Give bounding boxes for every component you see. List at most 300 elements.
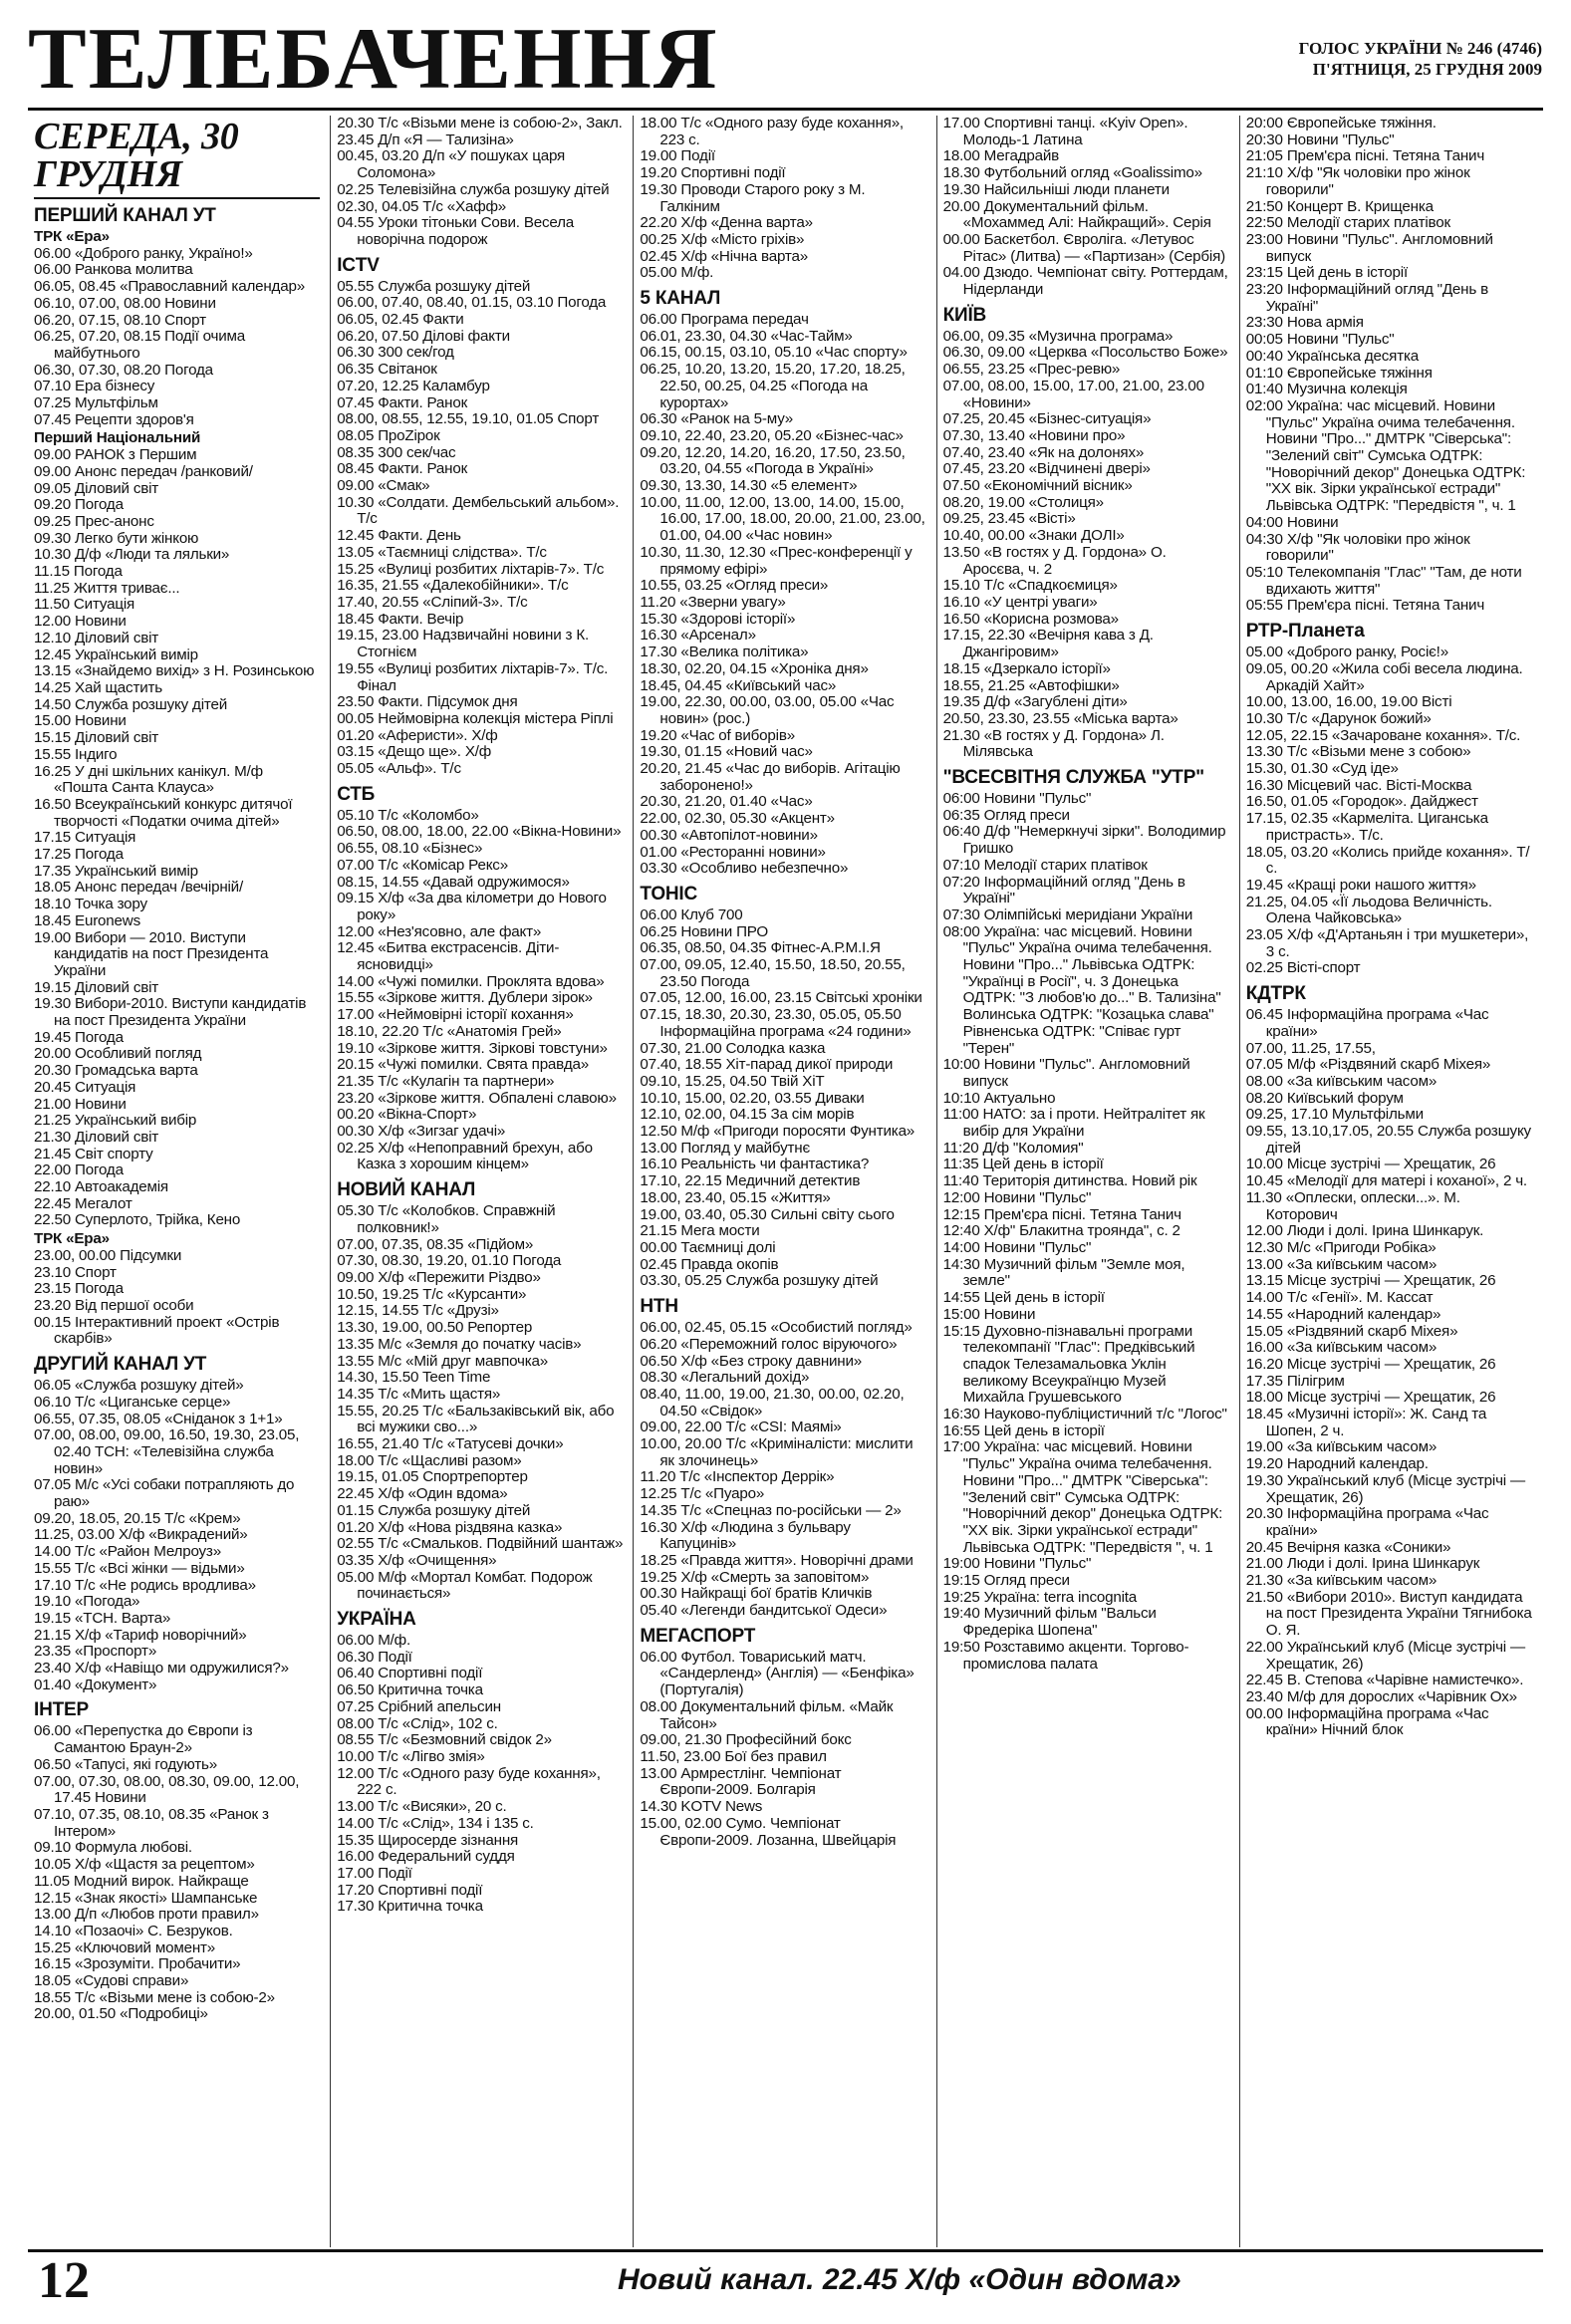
program-entry: 13.15 «Знайдемо вихід» з Н. Розинською [34,662,315,680]
program-entry: 06:40 Д/ф "Немеркнучі зірки". Володимир Гришко [942,823,1230,858]
program-entry: 14:00 Новини "Пульс" [942,1239,1092,1256]
program-entry: 22.10 Автоакадемія [34,1178,168,1196]
program-entry: 14.55 «Народний календар» [1245,1305,1441,1323]
program-entry: 05:10 Телекомпанія "Глас" "Там, де ноти вдихають життя" [1245,563,1526,598]
program-entry: 07.00, 09.05, 12.40, 15.50, 18.50, 20.55, 23.50 Погода [640,956,910,990]
program-entry: 19.30 Найсильніші люди планети [942,180,1170,198]
program-entry: 06.20 «Переможний голос віруючого» [640,1335,898,1353]
program-entry: 10:00 Новини "Пульс". Англомовний випуск [942,1056,1194,1090]
program-entry: 17.20 Спортивні події [337,1881,483,1899]
program-entry: 04.00 Дзюдо. Чемпіонат світу. Роттердам, Нідерланди [942,264,1232,299]
program-entry: 17.30 «Велика політика» [640,644,809,661]
program-entry: 18.45 Факти. Вечір [337,610,464,628]
paper-date: П'ЯТНИЦЯ, 25 ГРУДНЯ 2009 [1312,60,1542,79]
program-entry: 12.25 Т/с «Пуаро» [640,1485,765,1503]
program-entry: 06.30, 09.00 «Церква «Посольство Боже» [942,344,1228,362]
program-entry: 17.00 Спортивні танці. «Kyiv Open». Молодь-1 Латина [942,116,1192,148]
program-entry: 22.45 Х/ф «Один вдома» [337,1485,508,1503]
program-entry: 01.20 «Аферисти». Х/ф [337,726,498,744]
program-entry: 14.50 Служба розшуку дітей [34,695,228,713]
program-entry: 09.10, 22.40, 23.20, 05.20 «Бізнес-час» [640,426,904,444]
program-entry: 15.15 Діловий світ [34,729,159,747]
program-entry: 06.01, 23.30, 04.30 «Час-Тайм» [640,327,853,345]
program-entry: 19.30 Вибори-2010. Виступи кандидатів на пост Президента України [34,995,311,1030]
program-entry: 06.10, 07.00, 08.00 Новини [34,294,216,312]
program-entry: 12.10, 02.00, 04.15 За сім морів [640,1106,855,1124]
program-entry: 11:20 Д/ф "Коломия" [942,1139,1084,1157]
program-entry: 18.25 «Правда життя». Новорічні драми [640,1551,914,1569]
program-entry: 19.30, 01.15 «Новий час» [640,743,813,761]
program-entry: 18.45 «Музичні історії»: Ж. Санд та Шопен, 2 ч. [1245,1406,1491,1439]
program-entry: 07.45, 23.20 «Відчинені двері» [942,460,1151,478]
masthead [28,11,1542,108]
program-entry: 07.40, 18.55 Хіт-парад дикої природи [640,1056,894,1074]
program-entry: 03.30 «Особливо небезпечно» [640,860,849,878]
program-entry: 17.10 Т/с «Не родись вродлива» [34,1576,256,1594]
program-entry: 23.20 Від першої особи [34,1297,194,1314]
program-entry: 20.45 Ситуація [34,1078,136,1096]
program-entry: 19:40 Музичний фільм "Вальси Фредеріка Шопена" [942,1605,1161,1640]
program-entry: 07.40, 23.40 «Як на долонях» [942,443,1145,461]
program-entry: 18.05 «Судові справи» [34,1972,189,1990]
program-entry: 05.30 Т/с «Колобков. Справжній полковник!» [337,1202,560,1236]
channel-name: НТН [640,1296,678,1318]
program-entry: 23.10 Спорт [34,1263,117,1281]
program-entry: 21.30 Діловий світ [34,1128,159,1146]
program-entry: 04.55 Уроки тітоньки Сови. Весела новорічна подорож [337,214,579,248]
program-entry: 18.30, 02.20, 04.15 «Хроніка дня» [640,659,869,677]
program-entry: 06:00 Новини "Пульс" [942,790,1092,808]
program-entry: 13.00 Т/с «Висяки», 20 с. [337,1798,507,1816]
program-entry: 11:40 Територія дитинства. Новий рік [942,1172,1197,1190]
program-entry: 06.30 300 сек/год [337,344,454,362]
sub-channel-name: ТРК «Ера» [34,228,110,245]
program-entry: 18.15 «Дзеркало історії» [942,659,1111,677]
program-entry: 00.30 Найкращі бої братів Кличків [640,1585,873,1603]
program-entry: 05.55 Служба розшуку дітей [337,277,531,295]
program-entry: 21.35 Т/с «Кулагін та партнери» [337,1072,555,1090]
program-entry: 00.30 Х/ф «Зигзаг удачі» [337,1123,506,1141]
program-entry: 01.00 «Ресторанні новини» [640,843,826,861]
program-entry: 14.00 «Чужі помилки. Проклята вдова» [337,972,605,990]
program-entry: 22.50 Суперлото, Трійка, Кено [34,1211,241,1229]
program-entry: 08.40, 11.00, 19.00, 21.30, 00.00, 02.20, 04.50 «Свідок» [640,1385,909,1420]
program-entry: 16.10 Реальність чи фантастика? [640,1156,870,1173]
program-entry: 06.20, 07.50 Ділові факти [337,327,510,345]
program-entry: 01.20 Х/ф «Нова різдвяна казка» [337,1518,563,1536]
program-entry: 11:35 Цей день в історії [942,1156,1104,1173]
program-entry: 17.30 Критична точка [337,1898,483,1916]
program-entry: 16:30 Науково-публіцистичний т/с "Логос" [942,1406,1227,1423]
paper-info [1299,38,1542,80]
program-entry: 06.00 Клуб 700 [640,905,743,923]
program-entry: 16.00 «За київським часом» [1245,1339,1438,1357]
program-entry: 09.05 Діловий світ [34,479,159,497]
schedule-column [28,116,331,2247]
program-entry: 08.00 Т/с «Слід», 102 с. [337,1714,498,1732]
program-entry: 06.10 Т/с «Циганське серце» [34,1393,231,1411]
program-entry: 08.00 Документальний фільм. «Майк Тайсон» [640,1697,898,1732]
program-entry: 17:00 Україна: час місцевий. Новини "Пульс" Україна очима телебачення. Новини "Про..." ДМТРК "Сіверська": "Зелений світ" Сумська ОДТРК: "Новорічний декор" Донецька ОДТРК: "ХХ вік. Зірки української естради" Львівська ОДТРК: "Передвістя ", ч. 1 [942,1438,1227,1556]
channel-name: УКРАЇНА [337,1609,416,1631]
program-entry: 08.35 300 сек/час [337,443,456,461]
program-entry: 19.00, 03.40, 05.30 Сильні світу сього [640,1205,895,1223]
program-entry: 05.40 «Легенди бандитської Одеси» [640,1602,888,1620]
program-entry: 06.30 «Ранок на 5-му» [640,410,794,428]
program-entry: 07.45 Факти. Ранок [337,393,468,411]
program-entry: 19:15 Огляд преси [942,1572,1070,1590]
program-entry: 06.05, 08.45 «Православний календар» [34,278,305,296]
program-entry: 06.15, 00.15, 03.10, 05.10 «Час спорту» [640,344,908,362]
day-heading: СЕРЕДА, 30 ГРУДНЯ [34,118,320,199]
program-entry: 11.50 Ситуація [34,596,135,614]
channel-name: ІНТЕР [34,1699,89,1721]
program-entry: 20.30 Інформаційна програма «Час країни» [1245,1505,1493,1539]
program-entry: 09.25 Прес-анонс [34,512,154,530]
program-entry: 22:50 Мелодії старих платівок [1245,214,1450,232]
program-entry: 21:05 Прем'єра пісні. Тетяна Танич [1245,147,1485,165]
program-entry: 08.00, 08.55, 12.55, 19.10, 01.05 Спорт [337,410,600,428]
program-entry: 23.40 М/ф для дорослих «Чарівник Ох» [1245,1687,1517,1705]
program-entry: 11.20 Т/с «Інспектор Деррік» [640,1468,835,1486]
program-entry: 12.50 М/ф «Пригоди поросяти Фунтика» [640,1123,916,1141]
program-entry: 08.45 Факти. Ранок [337,460,468,478]
program-entry: 08.20 Київський форум [1245,1089,1404,1107]
channel-name: "ВСЕСВІТНЯ СЛУЖБА "УТР" [942,767,1204,789]
program-entry: 10.30 Д/ф «Люди та ляльки» [34,546,230,564]
program-entry: 15.55, 20.25 Т/с «Бальзаківський вік, або всі мужики сво...» [337,1402,619,1436]
program-entry: 03.30, 05.25 Служба розшуку дітей [640,1272,879,1290]
program-entry: 06.55, 07.35, 08.05 «Сніданок з 1+1» [34,1410,283,1427]
program-entry: 20.30 Громадська варта [34,1062,198,1080]
channel-name: ПЕРШИЙ КАНАЛ УТ [34,205,216,226]
program-entry: 23.45 Д/п «Я — Тализіна» [337,130,514,148]
program-entry: 06.55, 08.10 «Бізнес» [337,840,483,858]
program-entry: 15.35 Щиросерде зізнання [337,1831,519,1849]
program-entry: 15.25 «Вулиці розбитих ліхтарів-7». Т/с [337,560,605,578]
program-entry: 06.50 Х/ф «Без строку давнини» [640,1352,863,1370]
program-entry: 19.30 Проводи Старого року з М. Галкіним [640,180,870,215]
program-entry: 00.05 Неймовірна колекція містера Ріплі [337,709,614,727]
program-entry: 16.10 «У центрі уваги» [942,593,1098,611]
channel-name: РТР-Планета [1245,621,1365,643]
program-entry: 07.00, 07.30, 08.00, 08.30, 09.00, 12.00, 17.45 Новини [34,1772,304,1807]
program-entry: 18.10 Точка зору [34,896,147,913]
program-entry: 02.45 Х/ф «Нічна варта» [640,247,808,265]
program-entry: 09.05, 00.20 «Жила собі весела людина. Аркадій Хайт» [1245,659,1527,694]
program-entry: 07.30, 08.30, 19.20, 01.10 Погода [337,1252,562,1270]
program-entry: 06.45 Інформаційна програма «Час країни» [1245,1006,1493,1040]
program-entry: 00.00 Інформаційна програма «Час країни» Нічний блок [1245,1704,1493,1739]
program-entry: 05:55 Прем'єра пісні. Тетяна Танич [1245,597,1485,615]
program-entry: 16.00 Федеральний суддя [337,1848,515,1866]
program-entry: 21:10 Х/ф "Як чоловіки про жінок говорили" [1245,164,1474,198]
program-entry: 23.40 Х/ф «Навіщо ми одружилися?» [34,1660,289,1678]
program-entry: 06.50 «Тапусі, які годують» [34,1755,217,1773]
program-entry: 21.25, 04.05 «Її льодова Величність. Олена Чайковська» [1245,893,1496,927]
program-entry: 02.55 Т/с «Смальков. Подвійний шантаж» [337,1535,624,1553]
program-entry: 18.05, 03.20 «Колись прийде кохання». Т/с. [1245,843,1530,878]
program-entry: 19.20 Спортивні події [640,164,786,182]
program-entry: 17.35 Український вимір [34,862,198,880]
channel-name: СТБ [337,783,376,805]
program-entry: 10.45 «Мелодії для матері і коханої», 2 ч. [1245,1172,1527,1190]
program-entry: 13.05 «Таємниці слідства». Т/с [337,543,547,561]
program-entry: 21.15 Мега мости [640,1222,760,1240]
program-entry: 19.10 «Зіркове життя. Зіркові товстуни» [337,1039,608,1057]
program-entry: 23:20 Інформаційний огляд "День в Україні" [1245,281,1492,315]
program-entry: 06.00 Футбол. Товариський матч. «Сандерленд» (Англія) — «Бенфіка» (Португалія) [640,1648,918,1699]
program-entry: 00.00 Таємниці долі [640,1239,776,1256]
sub-channel-name: ТРК «Ера» [34,1230,110,1248]
program-entry: 21.15 Х/ф «Тариф новорічний» [34,1626,247,1644]
program-entry: 09.00 Х/ф «Пережити Різдво» [337,1269,541,1286]
channel-name: КДТРК [1245,983,1306,1005]
top-rule [28,108,1543,111]
program-entry: 13.00 Погляд у майбутнє [640,1139,810,1157]
program-entry: 06.40 Спортивні події [337,1665,483,1682]
program-entry: 00:40 Українська десятка [1245,347,1419,365]
program-entry: 15.55 Т/с «Всі жінки — відьми» [34,1559,245,1577]
program-entry: 12.15 «Знак якості» Шампанське [34,1889,258,1907]
program-entry: 23:00 Новини "Пульс". Англомовний випуск [1245,230,1497,265]
program-entry: 12.45 «Битва екстрасенсів. Діти-ясновидці» [337,939,560,974]
program-entry: 20.30, 21.20, 01.40 «Час» [640,793,813,811]
program-entry: 09.25, 23.45 «Вісті» [942,510,1076,528]
program-entry: 19.00, 22.30, 00.00, 03.00, 05.00 «Час новин» (рос.) [640,693,899,727]
program-entry: 08.15, 14.55 «Давай одружимося» [337,873,570,891]
program-entry: 19:50 Розставимо акценти. Торгово-промислова палата [942,1638,1189,1673]
program-entry: 21:50 Концерт В. Крищенка [1245,197,1434,215]
program-entry: 07.50 «Економічний вісник» [942,477,1133,495]
program-entry: 00.00 Баскетбол. Євроліга. «Летувос Рітас» (Литва) — «Партизан» (Сербія) [942,230,1225,265]
program-entry: 21.45 Світ спорту [34,1145,153,1162]
program-entry: 12:15 Прем'єра пісні. Тетяна Танич [942,1205,1181,1223]
program-entry: 10.30, 11.30, 12.30 «Прес-конференції у прямому ефірі» [640,543,916,578]
program-entry: 06.30 Події [337,1648,412,1666]
program-entry: 19.55 «Вулиці розбитих ліхтарів-7». Т/с. Фінал [337,659,613,694]
program-entry: 11.25 Життя триває... [34,579,180,597]
program-entry: 07.15, 18.30, 20.30, 23.30, 05.05, 05.50 Інформаційна програма «24 години» [640,1006,912,1040]
program-entry: 08.20, 19.00 «Столиця» [942,493,1104,511]
program-entry: 09.20 Погода [34,496,124,514]
footer-promo: Новий канал. 22.45 Х/ф «Один вдома» [618,2263,1181,2296]
program-entry: 07:20 Інформаційний огляд "День в Україні" [942,873,1189,907]
program-entry: 07.25 Срібний апельсин [337,1697,501,1715]
program-entry: 09.00, 22.00 Т/с «CSI: Маямі» [640,1419,842,1436]
program-entry: 11.15 Погода [34,563,123,581]
program-entry: 19.15 Діловий світ [34,978,159,996]
program-entry: 14:55 Цей день в історії [942,1289,1105,1307]
program-entry: 12.15, 14.55 Т/с «Друзі» [337,1302,499,1320]
program-entry: 17.00 «Неймовірні історії кохання» [337,1006,574,1024]
program-entry: 10.30 «Солдати. Дембельський альбом». Т/с [337,493,624,528]
program-entry: 07.05 М/с «Усі собаки потрапляють до раю» [34,1476,299,1511]
program-entry: 18.00 Місце зустрічі — Хрещатик, 26 [1245,1389,1496,1407]
program-entry: 07:10 Мелодії старих платівок [942,856,1148,874]
schedule-columns [28,116,1543,2247]
program-entry: 08.05 ПроZірок [337,426,440,444]
program-entry: 12.30 М/с «Пригоди Робіка» [1245,1239,1437,1256]
program-entry: 19.25 Х/ф «Смерть за заповітом» [640,1568,870,1586]
program-entry: 17.15, 22.30 «Вечірня кава з Д. Джангіровим» [942,627,1158,661]
program-entry: 14.30, 15.50 Teen Time [337,1369,491,1387]
section-title: ТЕЛЕБАЧЕННЯ [28,11,719,108]
program-entry: 14.00 Т/с «Район Мелроуз» [34,1543,221,1561]
program-entry: 19.20 Народний календар. [1245,1455,1429,1473]
program-entry: 02.25 Х/ф «Непоправний брехун, або Казка з хорошим кінцем» [337,1139,597,1173]
footer-rule [28,2249,1543,2252]
program-entry: 15.30 «Здорові історії» [640,610,796,628]
program-entry: 06.00 М/ф. [337,1632,410,1650]
program-entry: 20.30 Т/с «Візьми мене із собою-2», Закл. [337,116,623,131]
program-entry: 22.20 Х/ф «Денна варта» [640,214,813,232]
program-entry: 16.30 Місцевий час. Вісті-Москва [1245,776,1472,794]
program-entry: 01.15 Служба розшуку дітей [337,1501,531,1519]
program-entry: 10.00 Місце зустрічі — Хрещатик, 26 [1245,1156,1496,1173]
program-entry: 18.55 Т/с «Візьми мене із собою-2» [34,1988,275,2006]
channel-name: ДРУГИЙ КАНАЛ УТ [34,1354,207,1376]
program-entry: 15:00 Новини [942,1305,1036,1323]
program-entry: 14.25 Хай щастить [34,678,162,696]
program-entry: 09.25, 17.10 Мультфільми [1245,1106,1424,1124]
program-entry: 09.00 «Смак» [337,477,430,495]
program-entry: 10.40, 00.00 «Знаки ДОЛІ» [942,527,1125,545]
page-number: 12 [38,2252,90,2309]
program-entry: 18.00, 23.40, 05.15 «Життя» [640,1188,831,1206]
program-entry: 11.20 «Зверни увагу» [640,593,786,611]
schedule-column [634,116,936,2247]
program-entry: 04:00 Новини [1245,513,1339,531]
program-entry: 07.10, 07.35, 08.10, 08.35 «Ранок з Інтером» [34,1805,273,1840]
program-entry: 06.00 Програма передач [640,311,809,329]
program-entry: 22.45 Мегалот [34,1194,132,1212]
program-entry: 12.05, 22.15 «Зачароване кохання». Т/с. [1245,726,1521,744]
program-entry: 23.50 Факти. Підсумок дня [337,693,518,711]
program-entry: 05.10 Т/с «Коломбо» [337,806,479,824]
program-entry: 05.05 «Альф». Т/с [337,760,461,778]
program-entry: 09.15 Х/ф «За два кілометри до Нового року» [337,890,611,923]
program-entry: 22.00 Погода [34,1162,124,1179]
program-entry: 18.00 Т/с «Щасливі разом» [337,1451,522,1469]
program-entry: 17.25 Погода [34,846,124,864]
program-entry: 10.30 Т/с «Дарунок божий» [1245,709,1432,727]
program-entry: 20:30 Новини "Пульс" [1245,130,1395,148]
channel-name: НОВИЙ КАНАЛ [337,1179,476,1201]
program-entry: 06.00 «Доброго ранку, Україно!» [34,244,253,262]
program-entry: 00.25 Х/ф «Місто гріхів» [640,230,805,248]
program-entry: 13.00 «За київським часом» [1245,1255,1438,1273]
program-entry: 20.00 Документальний фільм. «Мохаммед Алі: Найкращий». Серія [942,197,1211,232]
program-entry: 17.10, 22.15 Медичний детектив [640,1172,861,1190]
program-entry: 17.40, 20.55 «Сліпий-3». Т/с [337,593,528,611]
program-entry: 19.30 Український клуб (Місце зустрічі — Хрещатик, 26) [1245,1471,1530,1506]
program-entry: 01:40 Музична колекція [1245,381,1408,398]
program-entry: 14.35 Т/с «Спецназ по-російськи — 2» [640,1501,902,1519]
program-entry: 23:15 Цей день в історії [1245,264,1408,282]
channel-name: 5 КАНАЛ [640,288,721,310]
program-entry: 17.15 Ситуація [34,829,136,847]
program-entry: 14.10 «Позаочі» С. Безруков. [34,1922,233,1939]
program-entry: 00:05 Новини "Пульс" [1245,331,1395,349]
program-entry: 15.55 «Зіркове життя. Дублери зірок» [337,989,593,1007]
program-entry: 13.00 Армрестлінг. Чемпіонат Європи-2009. Болгарія [640,1764,846,1799]
program-entry: 07.20, 12.25 Каламбур [337,377,490,394]
program-entry: 06.05 «Служба розшуку дітей» [34,1377,244,1395]
program-entry: 07.25 Мультфільм [34,394,158,412]
program-entry: 16.15 «Зрозуміти. Пробачити» [34,1955,241,1973]
program-entry: 11.05 Модний вирок. Найкраще [34,1872,249,1890]
program-entry: 06.50 Критична точка [337,1681,483,1699]
program-entry: 10.00, 20.00 Т/с «Криміналісти: мислити як злочинець» [640,1435,917,1469]
program-entry: 06.50, 08.00, 18.00, 22.00 «Вікна-Новини» [337,823,622,841]
program-entry: 18.10, 22.20 Т/с «Анатомія Грей» [337,1022,562,1040]
program-entry: 12.00 Люди і долі. Ірина Шинкарук. [1245,1222,1484,1240]
program-entry: 02.25 Вісті-спорт [1245,959,1361,977]
program-entry: 06.25 Новини ПРО [640,922,768,940]
program-entry: 16.35, 21.55 «Далекобійники». Т/с [337,577,569,595]
program-entry: 07.00, 11.25, 17.55, [1245,1039,1376,1057]
program-entry: 14:30 Музичний фільм "Земле моя, земле" [942,1255,1189,1290]
program-entry: 18.45 Euronews [34,911,140,929]
program-entry: 07.10 Ера бізнесу [34,378,155,395]
program-entry: 20.15 «Чужі помилки. Свята правда» [337,1056,590,1074]
program-entry: 20.45 Вечірня казка «Соники» [1245,1538,1451,1556]
program-entry: 06.20, 07.15, 08.10 Спорт [34,311,206,329]
program-entry: 15.55 Індиго [34,745,118,763]
program-entry: 16.50, 01.05 «Городок». Дайджест [1245,793,1478,811]
program-entry: 13.55 М/с «Мій друг мавпочка» [337,1352,549,1370]
program-entry: 17.00 Події [337,1864,412,1882]
program-entry: 21.00 Люди і долі. Ірина Шинкарук [1245,1555,1480,1573]
program-entry: 18.00 Т/с «Одного разу буде кохання», 223 с. [640,116,908,148]
program-entry: 16.30 «Арсенал» [640,627,756,645]
channel-name: КИЇВ [942,304,987,326]
program-entry: 07.00, 07.35, 08.35 «Підйом» [337,1235,534,1253]
program-entry: 07.30, 21.00 Солодка казка [640,1039,826,1057]
program-entry: 12.45 Український вимір [34,646,198,663]
paper-issue: ГОЛОС УКРАЇНИ № 246 (4746) [1298,39,1542,58]
program-entry: 15.25 «Ключовий момент» [34,1938,216,1956]
program-entry: 19.10 «Погода» [34,1593,140,1611]
program-entry: 23.35 «Проспорт» [34,1643,157,1661]
program-entry: 03.35 Х/ф «Очищення» [337,1551,497,1569]
program-entry: 06.30, 07.30, 08.20 Погода [34,361,213,379]
program-entry: 12:00 Новини "Пульс" [942,1188,1092,1206]
program-entry: 09.00 РАНОК з Першим [34,446,197,464]
program-entry: 13.50 «В гостях у Д. Гордона» О. Аросєва, ч. 2 [942,543,1171,578]
program-entry: 19.15 «ТСН. Варта» [34,1609,171,1627]
program-entry: 23.00, 00.00 Підсумки [34,1246,182,1264]
program-entry: 21.30 «В гостях у Д. Гордона» Л. Мілявська [942,726,1169,761]
program-entry: 06.05, 02.45 Факти [337,311,464,329]
program-entry: 19.45 «Кращі роки нашого життя» [1245,876,1476,894]
program-entry: 19.15, 01.05 Спортрепортер [337,1468,528,1486]
program-entry: 23:30 Нова армія [1245,314,1364,332]
program-entry: 18.30 Футбольний огляд «Goalissimo» [942,164,1202,182]
program-entry: 11.30 «Оплески, оплески...». М. Которович [1245,1188,1464,1223]
program-entry: 06:35 Огляд преси [942,806,1070,824]
program-entry: 16.25 У дні шкільних канікул. М/ф «Пошта Санта Клауса» [34,762,267,797]
program-entry: 08.30 «Легальний дохід» [640,1369,810,1387]
program-entry: 21.50 «Вибори 2010». Виступ кандидата на пост Президента України Тягнибока О. Я. [1245,1588,1536,1640]
program-entry: 15.00, 02.00 Сумо. Чемпіонат Європи-2009. Лозанна, Швейцарія [640,1814,897,1849]
program-entry: 09.20, 18.05, 20.15 Т/с «Крем» [34,1509,241,1527]
program-entry: 09.30, 13.30, 14.30 «5 елемент» [640,477,858,495]
program-entry: 12:40 Х/ф" Блакитна троянда", с. 2 [942,1222,1180,1240]
program-entry: 10.00, 13.00, 16.00, 19.00 Вісті [1245,693,1452,711]
program-entry: 12.00 «Нез'ясовно, але факт» [337,922,542,940]
